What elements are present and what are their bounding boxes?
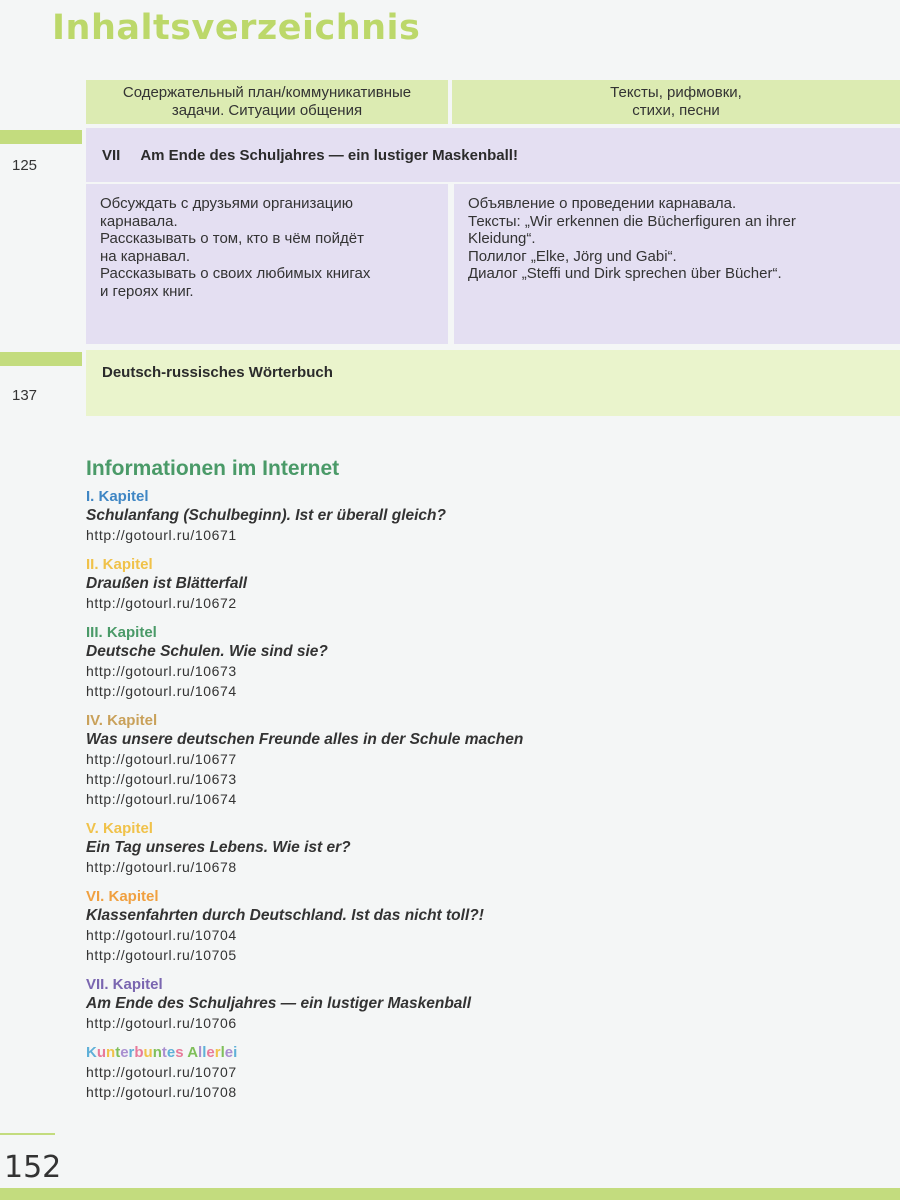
resource-link[interactable]: http://gotourl.ru/10673 (86, 663, 237, 679)
chapter-row (86, 128, 900, 182)
chapter-number: VII (102, 146, 121, 164)
chapter-title: Am Ende des Schuljahres — ein lustiger Maskenball! (140, 146, 518, 164)
info-block (86, 888, 866, 965)
resource-link[interactable]: http://gotourl.ru/10677 (86, 751, 237, 767)
plan-line: Рассказывать о том, кто в чём пойдёт (100, 230, 364, 247)
kapitel-label: VII. Kapitel (86, 976, 163, 993)
info-block (86, 712, 866, 809)
info-block (86, 624, 866, 701)
page-marker-bar (0, 130, 82, 144)
table-header-texts: Тексты, рифмовки, стихи, песни (452, 80, 900, 124)
texts-line: Полилог „Elke, Jörg und Gabi“. (468, 247, 677, 265)
kapitel-subtitle: Schulanfang (Schulbeginn). Ist er überall gleich? (86, 507, 446, 524)
kapitel-label: V. Kapitel (86, 820, 153, 837)
resource-link[interactable]: http://gotourl.ru/10678 (86, 859, 237, 875)
resource-link[interactable]: http://gotourl.ru/10706 (86, 1015, 237, 1031)
kapitel-label: VI. Kapitel (86, 888, 159, 905)
kapitel-subtitle: Am Ende des Schuljahres — ein lustiger Maskenball (86, 995, 472, 1012)
kapitel-label: III. Kapitel (86, 624, 157, 641)
resource-link[interactable]: http://gotourl.ru/10705 (86, 947, 237, 963)
resource-link[interactable]: http://gotourl.ru/10671 (86, 527, 237, 543)
resource-link[interactable]: http://gotourl.ru/10674 (86, 683, 237, 699)
table-header-plan: Содержательный план/коммуникативные задачи. Ситуации общения (86, 80, 448, 124)
texts-line: Объявление о проведении карнавала. (468, 195, 737, 212)
texts-line: Тексты: „Wir erkennen die Bücherfiguren an ihrer (468, 212, 796, 230)
resource-link[interactable]: http://gotourl.ru/10672 (86, 595, 237, 611)
resource-link[interactable]: http://gotourl.ru/10708 (86, 1084, 237, 1100)
plan-line: и героях книг. (100, 282, 194, 300)
kapitel-label: I. Kapitel (86, 488, 149, 505)
chapter-plan-cell (86, 184, 448, 344)
kapitel-label: IV. Kapitel (86, 712, 158, 729)
chapter-texts-cell (454, 184, 900, 344)
texts-line: Диалог „Steffi und Dirk sprechen über Bücher“. (468, 265, 782, 282)
info-block (86, 820, 866, 877)
resource-link[interactable]: http://gotourl.ru/10707 (86, 1064, 237, 1080)
kapitel-label: II. Kapitel (86, 556, 153, 573)
chapter-page-number: 125 (12, 157, 38, 174)
dictionary-title: Deutsch-russisches Wörterbuch (102, 364, 333, 381)
footer-bar (0, 1188, 900, 1200)
resource-link[interactable]: http://gotourl.ru/10704 (86, 927, 237, 943)
page-number: 152 (4, 1150, 62, 1185)
kapitel-subtitle: Deutsche Schulen. Wie sind sie? (86, 643, 328, 660)
kapitel-subtitle: Draußen ist Blätterfall (86, 575, 248, 592)
page-marker-bar (0, 352, 82, 366)
page-title: Inhaltsverzeichnis (52, 8, 421, 48)
info-title: Informationen im Internet (86, 457, 340, 480)
plan-line: на карнавал. (100, 247, 191, 265)
kunterbuntes-title: Kunterbuntes Allerlei (86, 1044, 238, 1061)
kapitel-subtitle: Was unsere deutschen Freunde alles in der Schule machen (86, 731, 524, 748)
plan-line: Обсуждать с друзьями организацию (100, 195, 353, 212)
info-block (86, 976, 866, 1033)
plan-line: карнавала. (100, 212, 178, 230)
info-block (86, 556, 866, 613)
info-block (86, 488, 866, 545)
plan-line: Рассказывать о своих любимых книгах (100, 265, 371, 282)
dictionary-page-number: 137 (12, 387, 38, 404)
info-list (86, 488, 866, 1113)
texts-line: Kleidung“. (468, 230, 536, 247)
dictionary-row (86, 350, 900, 416)
kapitel-subtitle: Ein Tag unseres Lebens. Wie ist er? (86, 839, 351, 856)
footer-divider (0, 1133, 55, 1135)
resource-link[interactable]: http://gotourl.ru/10674 (86, 791, 237, 807)
info-block-kunterbuntes (86, 1044, 866, 1102)
resource-link[interactable]: http://gotourl.ru/10673 (86, 771, 237, 787)
kapitel-subtitle: Klassenfahrten durch Deutschland. Ist das nicht toll?! (86, 907, 484, 924)
